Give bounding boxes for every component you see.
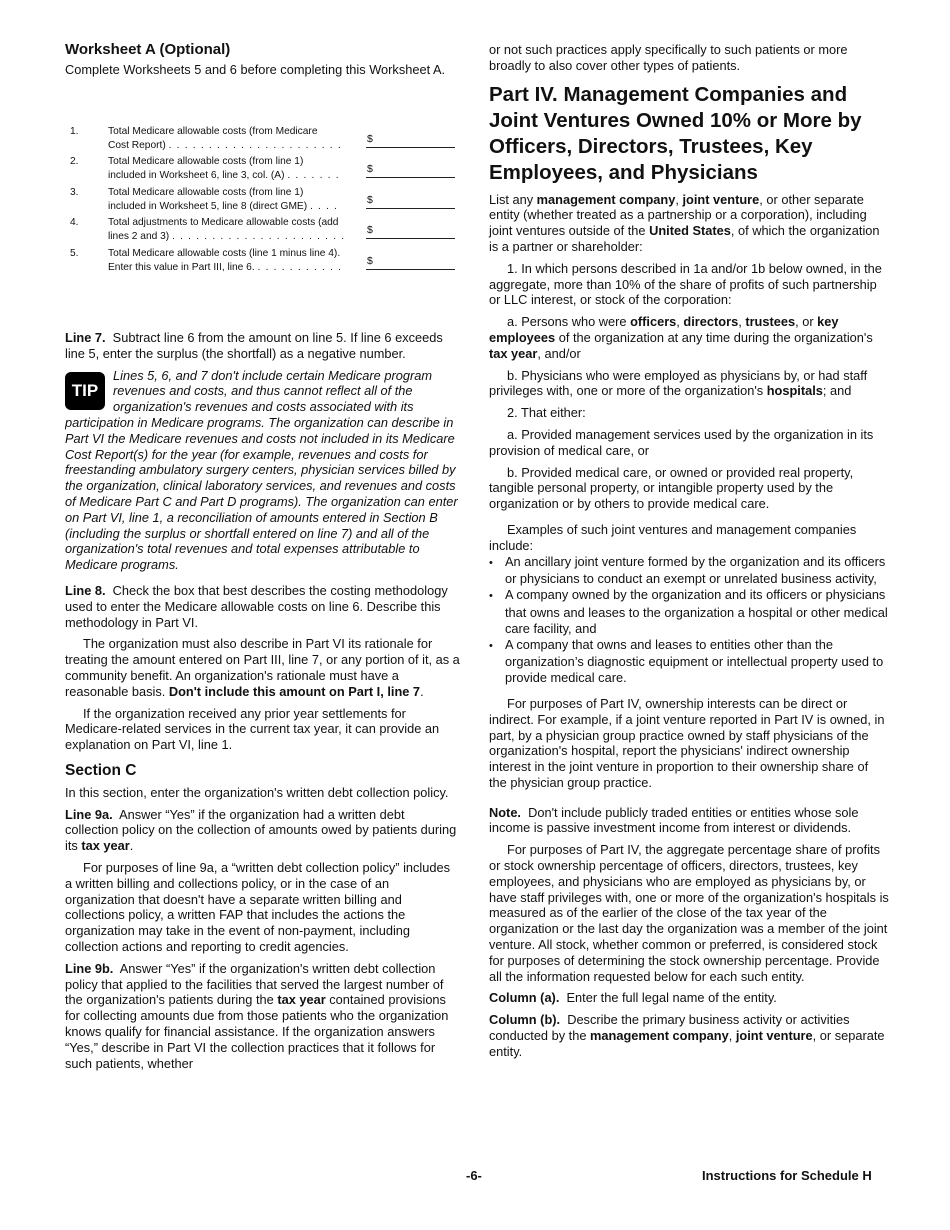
settlements-paragraph: If the organization received any prior year settlements for Medicare-related services in the current tax year, it can provide an explanation on Part VI, line 1. [65,705,440,753]
line9b-text2: contained provisions for collecting amounts due from those patients who the organization knows qualify for financial assistance. If the organization answers “Yes,” describe in Part VI the collection practices that it follows for such patients, whether [65,992,449,1071]
line9b-paragraph [65,961,460,1072]
note-paragraph [489,805,889,837]
worksheet-row-leader-dots: . . . . [309,200,339,212]
item-1: 1. In which persons described in 1a and/or 1b below owned, in the aggregate, more than 10% of the share of profits of such partnership or LLC interest, or stock of the corporation: [489,260,882,308]
rationale-paragraph [65,636,460,699]
line9a-text: Answer “Yes” if the organization had a written debt collection policy on the collection of amounts owed by patients during its [65,806,457,854]
right-column [489,42,889,1066]
list-bold-management-company: management company [536,191,676,207]
item-1b [489,368,889,400]
currency-symbol: $ [367,224,373,237]
bullet-icon: • [489,639,493,652]
line9a-paragraph [65,807,460,854]
section-c-title: Section C [65,762,137,780]
line7-label: Line 7. [65,330,106,346]
worksheet-row-label [108,186,361,214]
worksheet-row-line1: Total adjustments to Medicare allowable costs (add [108,217,339,229]
line9b-text1: Answer “Yes” if the organization's written debt collection policy that applied to the facilities that served the largest number of the organization's patients during the [65,960,444,1008]
list-bold-united-states: United States [649,223,731,239]
example-list-item [489,587,889,636]
worksheet-row-number: 4. [70,217,79,229]
worksheet-amount-field[interactable] [366,218,455,239]
item-1a-comma2: , [738,314,742,330]
worksheet-row-number: 1. [70,125,79,137]
note-text: Don't include publicly traded entities or entities whose sole income is passive investment income from interest or dividends. [489,804,859,836]
column-b-management-company: management company [590,1028,729,1044]
worksheet-row-label [108,155,361,183]
line9b-bold: tax year [277,992,326,1008]
currency-symbol: $ [367,163,373,176]
line9a-end: . [129,838,134,854]
worksheet-row [65,183,460,214]
continuation-paragraph: or not such practices apply specifically to such patients or more broadly to also cover other types of patients. [489,42,848,73]
rationale-bold: Don't include this amount on Part I, line 7 [168,683,421,699]
list-paragraph [489,192,889,255]
item-2b: b. Provided medical care, or owned or provided real property, tangible personal property, or intangible property used by the organization or by others to provide medical care. [489,464,854,512]
worksheet-row-line2: lines 2 and 3) [108,231,170,243]
column-b-joint-venture: joint venture [735,1028,813,1044]
line7-text: Subtract line 6 from the amount on line 5. If line 6 exceeds line 5, enter the surplus (the shortfall) as a negative number. [65,330,443,361]
worksheet-row-leader-dots: . . . . . . . [287,170,340,182]
column-b-end: , or separate entity. [489,1028,885,1059]
page-number: -6- [466,1168,482,1183]
line8-paragraph [65,583,460,630]
item-1b-text: b. Physicians who were employed as physicians by, or had staff privileges with, one or more of the organization's [489,367,868,399]
list-text-g: , of which the organization is a partner or shareholder: [489,223,880,254]
part4-title: Part IV. Management Companies and Joint Ventures Owned 10% or More by Officers, Directors, Trustees, Key Employees, and Physicians [489,82,862,184]
worksheet-row-number: 3. [70,186,79,198]
item-2: 2. That either: [507,405,586,421]
worksheet-row-line2: included in Worksheet 6, line 3, col. (A) [108,170,285,182]
item-1a [489,314,889,361]
worksheet-row-leader-dots: . . . . . . . . . . . . . . . . . . . . . . [168,139,342,151]
line9a-bold: tax year [81,838,130,854]
worksheet-row-line2: Enter this value in Part III, line 6. [108,261,255,273]
item-1a-trustees: trustees [745,314,796,330]
worksheet-amount-field[interactable] [366,127,455,148]
worksheet-row-number: 2. [70,156,79,168]
footer-doc-title: Instructions for Schedule H [702,1168,872,1183]
worksheet-amount-field[interactable] [366,188,455,209]
column-a-text: Enter the full legal name of the entity. [566,990,777,1006]
note-label: Note. [489,804,521,820]
list-text-e: , or other separate entity (whether treated as a partnership or a corporation), including joint ventures outside of the [489,191,867,239]
worksheet-row [65,122,460,153]
aggregate-paragraph: For purposes of Part IV, the aggregate percentage share of profits or stock ownership percentage of officers, directors, trustees, key employees, and physicians who are employed as physicians by, or have staff privileges with, one or more of the organization's hospitals is measured as of the earlier of the close of the tax year of the organization or the last day the organization was a member of the joint venture. All stock, whether common or preferred, is considered stock for purposes of determining the stock ownership percentage. Provide all the information requested below for each such entity. [489,842,889,984]
example-list-item-text: A company owned by the organization and its officers or physicians that owns and leases to the organization a hospital or other medical care facility, and [505,587,888,636]
examples-intro: Examples of such joint ventures and management companies include: [489,521,857,553]
line9a-label: Line 9a. [65,806,113,822]
column-b-comma: , [728,1028,733,1044]
list-text-a: List any [489,191,534,207]
example-list-item [489,637,889,686]
worksheet-row-line1: Total Medicare allowable costs (from Medicare [108,125,318,137]
item-1b-end: ; and [822,383,852,399]
worksheet-row [65,152,460,183]
worksheet-row-line1: Total Medicare allowable costs (from line 1) [108,156,304,168]
worksheet-row-line2: Cost Report) [108,139,166,151]
worksheet-row-line1: Total Medicare allowable costs (line 1 minus line 4). [108,247,341,259]
item-1a-key-employees: key employees [489,314,839,345]
worksheet-row-label [108,216,361,244]
worksheet-amount-field[interactable] [366,249,455,270]
worksheet-row-label [108,125,361,153]
worksheet-row [65,213,460,244]
item-2a: a. Provided management services used by the organization in its provision of medical care, or [489,426,874,458]
worksheet-row-label [108,247,361,275]
tip-text: Lines 5, 6, and 7 don't include certain Medicare program revenues and costs, and thus cannot reflect all of the organization's revenues and costs associated with its participation in Medicare programs. The organization can describe in Part VI the Medicare revenues and costs not included in its Medicare Cost Report(s) for the year (for example, revenues and costs for freestanding ambulatory surgery centers, physician services billed by the organization, clinical laboratory services, and revenues and costs of Medicare Part C and Part D programs). The organization can enter on Part VI, line 1, a reconciliation of amounts entered in Section B (including the surplus or shortfall entered on line 7) and all of the organization's total revenues and total expenses attributable to Medicare programs. [65,367,458,573]
currency-symbol: $ [367,193,373,206]
section-c-intro: In this section, enter the organization's written debt collection policy. [65,784,449,800]
item-1a-comma1: , [676,314,680,330]
line9b-label: Line 9b. [65,960,114,976]
item-1b-hospitals: hospitals [766,383,823,399]
bullet-icon: • [489,590,493,603]
column-b-label: Column (b). [489,1012,561,1028]
example-list-item [489,554,889,588]
left-column [65,42,460,1077]
worksheet-row-line1: Total Medicare allowable costs (from line 1) [108,186,304,198]
item-1a-text: a. Persons who were [507,314,627,330]
rationale-end: . [420,683,424,699]
list-text-c: , [675,191,679,207]
worksheet-row-number: 5. [70,247,79,259]
bullet-icon: • [489,556,493,569]
currency-symbol: $ [367,132,373,145]
example-list-item-text: An ancillary joint venture formed by the organization and its officers or physicians to conduct an exempt or unrelated business activity, [505,553,886,587]
rationale-text: The organization must also describe in Part VI its rationale for treating the amount entered on Part III, line 7, or any portion of it, as a community benefit. An organization's rationale must have a reasonable basis. [65,636,460,699]
worksheet-row-leader-dots: . . . . . . . . . . . [257,261,343,273]
worksheet-amount-field[interactable] [366,157,455,178]
item-1a-or: , or [795,314,814,330]
example-list-item-text: A company that owns and leases to entities other than the organization’s diagnostic equipment or intellectual property used to provide medical care. [505,636,884,686]
tip-box [65,368,460,573]
column-b-text1: Describe the primary business activity or activities conducted by the [489,1012,850,1044]
worksheet-intro: Complete Worksheets 5 and 6 before completing this Worksheet A. [65,61,446,77]
line7-paragraph [65,330,460,362]
column-b-paragraph [489,1012,889,1059]
line9a-purposes-paragraph: For purposes of line 9a, a “written debt collection policy” includes a written billing and collections policy, or in the case of an organization that doesn't have a separate written billing and collections policy, a written FAP that includes the actions the organization may take in the event of non-payment, including collection actions and reporting to credit agencies. [65,860,451,954]
column-a-paragraph [489,990,889,1006]
worksheet-title: Worksheet A (Optional) [65,41,231,58]
ownership-paragraph: For purposes of Part IV, ownership interests can be direct or indirect. For example, if a joint venture reported in Part IV is owned, in part, by a physician group practice owned by staff physicians of the organization's hospital, report the physicians' indirect ownership interest in the joint venture in proportion to their ownership share of the physician group practice. [489,695,885,790]
column-a-label: Column (a). [489,990,560,1006]
item-1a-end: , and/or [537,345,581,361]
currency-symbol: $ [367,254,373,267]
item-1a-directors: directors [683,314,739,330]
line8-label: Line 8. [65,583,106,599]
worksheet-table [65,122,460,275]
worksheet-row-line2: included in Worksheet 5, line 8 (direct GME) [108,200,308,212]
item-1a-officers: officers [630,314,677,330]
worksheet-row [65,244,460,275]
item-1a-text2: of the organization at any time during the organization's [558,329,873,345]
worksheet-row-leader-dots: . . . . . . . . . . . . . . . . . . . . . . [172,231,346,243]
item-1a-tax-year: tax year [489,345,538,361]
line8-text: Check the box that best describes the costing methodology used to enter the Medicare allowable costs on line 6. Describe this methodology in Part VI. [65,583,448,630]
examples-list [489,554,889,686]
list-bold-joint-venture: joint venture [682,191,760,207]
tip-icon: TIP [65,372,105,410]
